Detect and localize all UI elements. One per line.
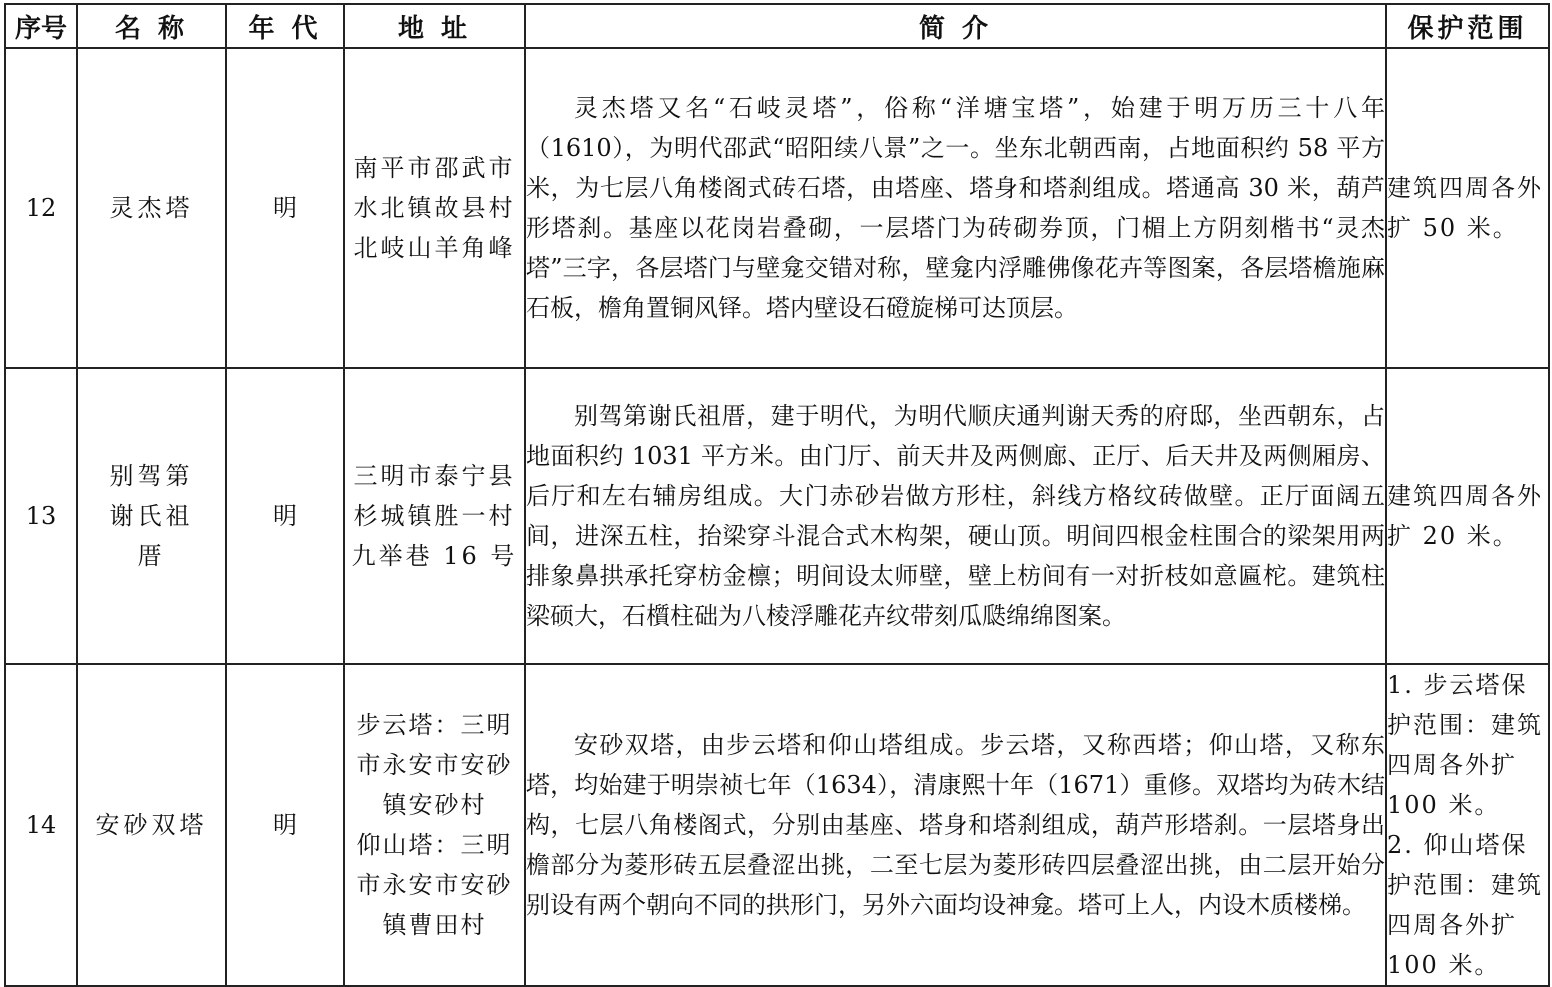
row-era: 明 [226, 48, 344, 368]
address-line: 仰山塔：三明市永安市安砂镇曹田村 [356, 831, 513, 939]
header-era: 年 代 [226, 4, 344, 48]
scope-line: 建筑四周各外扩 50 米。 [1387, 174, 1543, 242]
row-intro-text: 灵杰塔又名“石岐灵塔”，俗称“洋塘宝塔”，始建于明万历三十八年（1610），为明代邵武“昭阳续八景”之一。坐东北朝西南，占地面积约 58 平方米，为七层八角楼阁式砖石塔，由塔座、塔身和塔刹组成。塔通高 30 米，葫芦形塔刹。基座以花岗岩叠砌，一层塔门为砖砌券顶，门楣上方阴刻楷书“灵杰塔”三字，各层塔门与壁龛交错对称，壁龛内浮雕佛像花卉等图案，各层塔檐施麻石板，檐角置铜风铎。塔内壁设石磴旋梯可达顶层。 [526, 94, 1385, 322]
header-index: 序号 [5, 4, 77, 48]
header-name: 名 称 [77, 4, 226, 48]
row-scope [1386, 48, 1549, 368]
header-scope: 保护范围 [1386, 4, 1549, 48]
row-index: 12 [5, 48, 77, 368]
row-index: 14 [5, 664, 77, 986]
row-name: 安砂双塔 [77, 664, 226, 986]
row-index: 13 [5, 368, 77, 664]
header-address: 地 址 [344, 4, 525, 48]
row-intro-text: 安砂双塔，由步云塔和仰山塔组成。步云塔，又称西塔；仰山塔，又称东塔，均始建于明崇祯七年（1634），清康熙十年（1671）重修。双塔均为砖木结构，七层八角楼阁式，分别由基座、塔身和塔刹组成，葫芦形塔刹。一层塔身出檐部分为菱形砖五层叠涩出挑，二至七层为菱形砖四层叠涩出挑，由二层开始分别设有两个朝向不同的拱形门，另外六面均设神龛。塔可上人，内设木质楼梯。 [526, 731, 1385, 919]
row-era: 明 [226, 664, 344, 986]
table-row [5, 368, 1549, 664]
scope-line: 1. 步云塔保护范围：建筑四周各外扩 100 米。 [1387, 671, 1543, 819]
scope-line: 建筑四周各外扩 20 米。 [1387, 482, 1543, 550]
scope-line: 2. 仰山塔保护范围：建筑四周各外扩 100 米。 [1387, 831, 1543, 979]
row-intro [525, 48, 1386, 368]
table-row [5, 48, 1549, 368]
row-address: 三明市泰宁县杉城镇胜一村九举巷 16 号 [344, 368, 525, 664]
heritage-protection-table [4, 3, 1550, 987]
row-name: 灵杰塔 [77, 48, 226, 368]
row-era: 明 [226, 368, 344, 664]
address-line: 步云塔：三明市永安市安砂镇安砂村 [356, 711, 513, 819]
row-address [344, 664, 525, 986]
row-intro [525, 368, 1386, 664]
table-header-row [5, 4, 1549, 48]
row-address: 南平市邵武市水北镇故县村北岐山羊角峰 [344, 48, 525, 368]
table-row [5, 664, 1549, 986]
header-intro: 简 介 [525, 4, 1386, 48]
row-name: 别驾第谢氏祖厝 [77, 368, 226, 664]
row-intro [525, 664, 1386, 986]
row-scope [1386, 664, 1549, 986]
row-intro-text: 别驾第谢氏祖厝，建于明代，为明代顺庆通判谢天秀的府邸，坐西朝东，占地面积约 1031 平方米。由门厅、前天井及两侧廊、正厅、后天井及两侧厢房、后厅和左右辅房组成。大门赤砂岩做方形柱，斜线方格纹砖做壁。正厅面阔五间，进深五柱，抬梁穿斗混合式木构架，硬山顶。明间四根金柱围合的梁架用两排象鼻拱承托穿枋金檩；明间设太师壁，壁上枋间有一对折枝如意匾柁。建筑柱梁硕大，石櫍柱础为八棱浮雕花卉纹带刻瓜瓞绵绵图案。 [526, 402, 1385, 630]
row-scope [1386, 368, 1549, 664]
